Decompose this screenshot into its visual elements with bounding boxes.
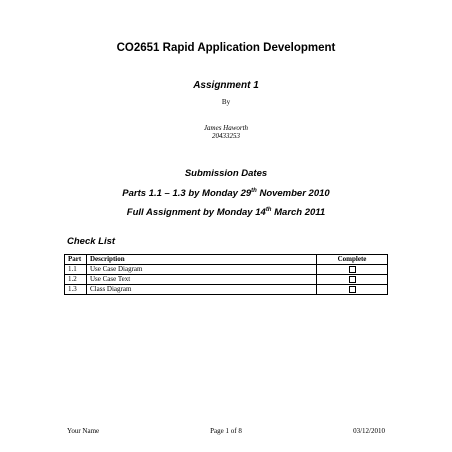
footer-page-number: Page 1 of 8 — [210, 427, 242, 435]
submission-date-parts — [0, 188, 452, 199]
author-name: James Haworth — [203, 124, 249, 132]
checklist-heading: Check List — [67, 236, 116, 247]
description-cell: Use Case Text — [87, 275, 317, 285]
checkbox-icon[interactable] — [349, 286, 356, 293]
submission-date-parts-ordinal: th — [251, 187, 257, 194]
by-label: By — [221, 98, 231, 106]
complete-cell — [317, 275, 388, 285]
part-cell: 1.2 — [65, 275, 87, 285]
checkbox-icon[interactable] — [349, 276, 356, 283]
column-header-complete: Complete — [317, 255, 388, 265]
submission-date-full — [0, 207, 452, 218]
part-cell: 1.3 — [65, 285, 87, 295]
submission-dates-heading: Submission Dates — [184, 168, 268, 179]
submission-date-parts-prefix: Parts 1.1 – 1.3 by Monday 29 — [122, 188, 252, 199]
checklist-table — [64, 254, 388, 295]
submission-date-full-ordinal: th — [265, 206, 272, 213]
course-title: CO2651 Rapid Application Development — [116, 42, 336, 54]
part-cell: 1.1 — [65, 265, 87, 275]
assignment-title: Assignment 1 — [193, 80, 259, 91]
table-row — [65, 275, 388, 285]
checklist-header-row — [65, 255, 388, 265]
description-cell: Use Case Diagram — [87, 265, 317, 275]
student-id: 20433253 — [212, 132, 240, 140]
complete-cell — [317, 265, 388, 275]
table-row — [65, 285, 388, 295]
footer-date: 03/12/2010 — [353, 427, 385, 435]
submission-date-full-suffix: March 2011 — [271, 207, 326, 218]
table-row — [65, 265, 388, 275]
complete-cell — [317, 285, 388, 295]
checkbox-icon[interactable] — [349, 266, 356, 273]
column-header-description: Description — [87, 255, 317, 265]
description-cell: Class Diagram — [87, 285, 317, 295]
submission-date-full-prefix: Full Assignment by Monday 14 — [126, 207, 266, 218]
submission-date-parts-suffix: November 2010 — [256, 188, 330, 199]
footer-name: Your Name — [67, 427, 100, 435]
column-header-part: Part — [65, 255, 87, 265]
